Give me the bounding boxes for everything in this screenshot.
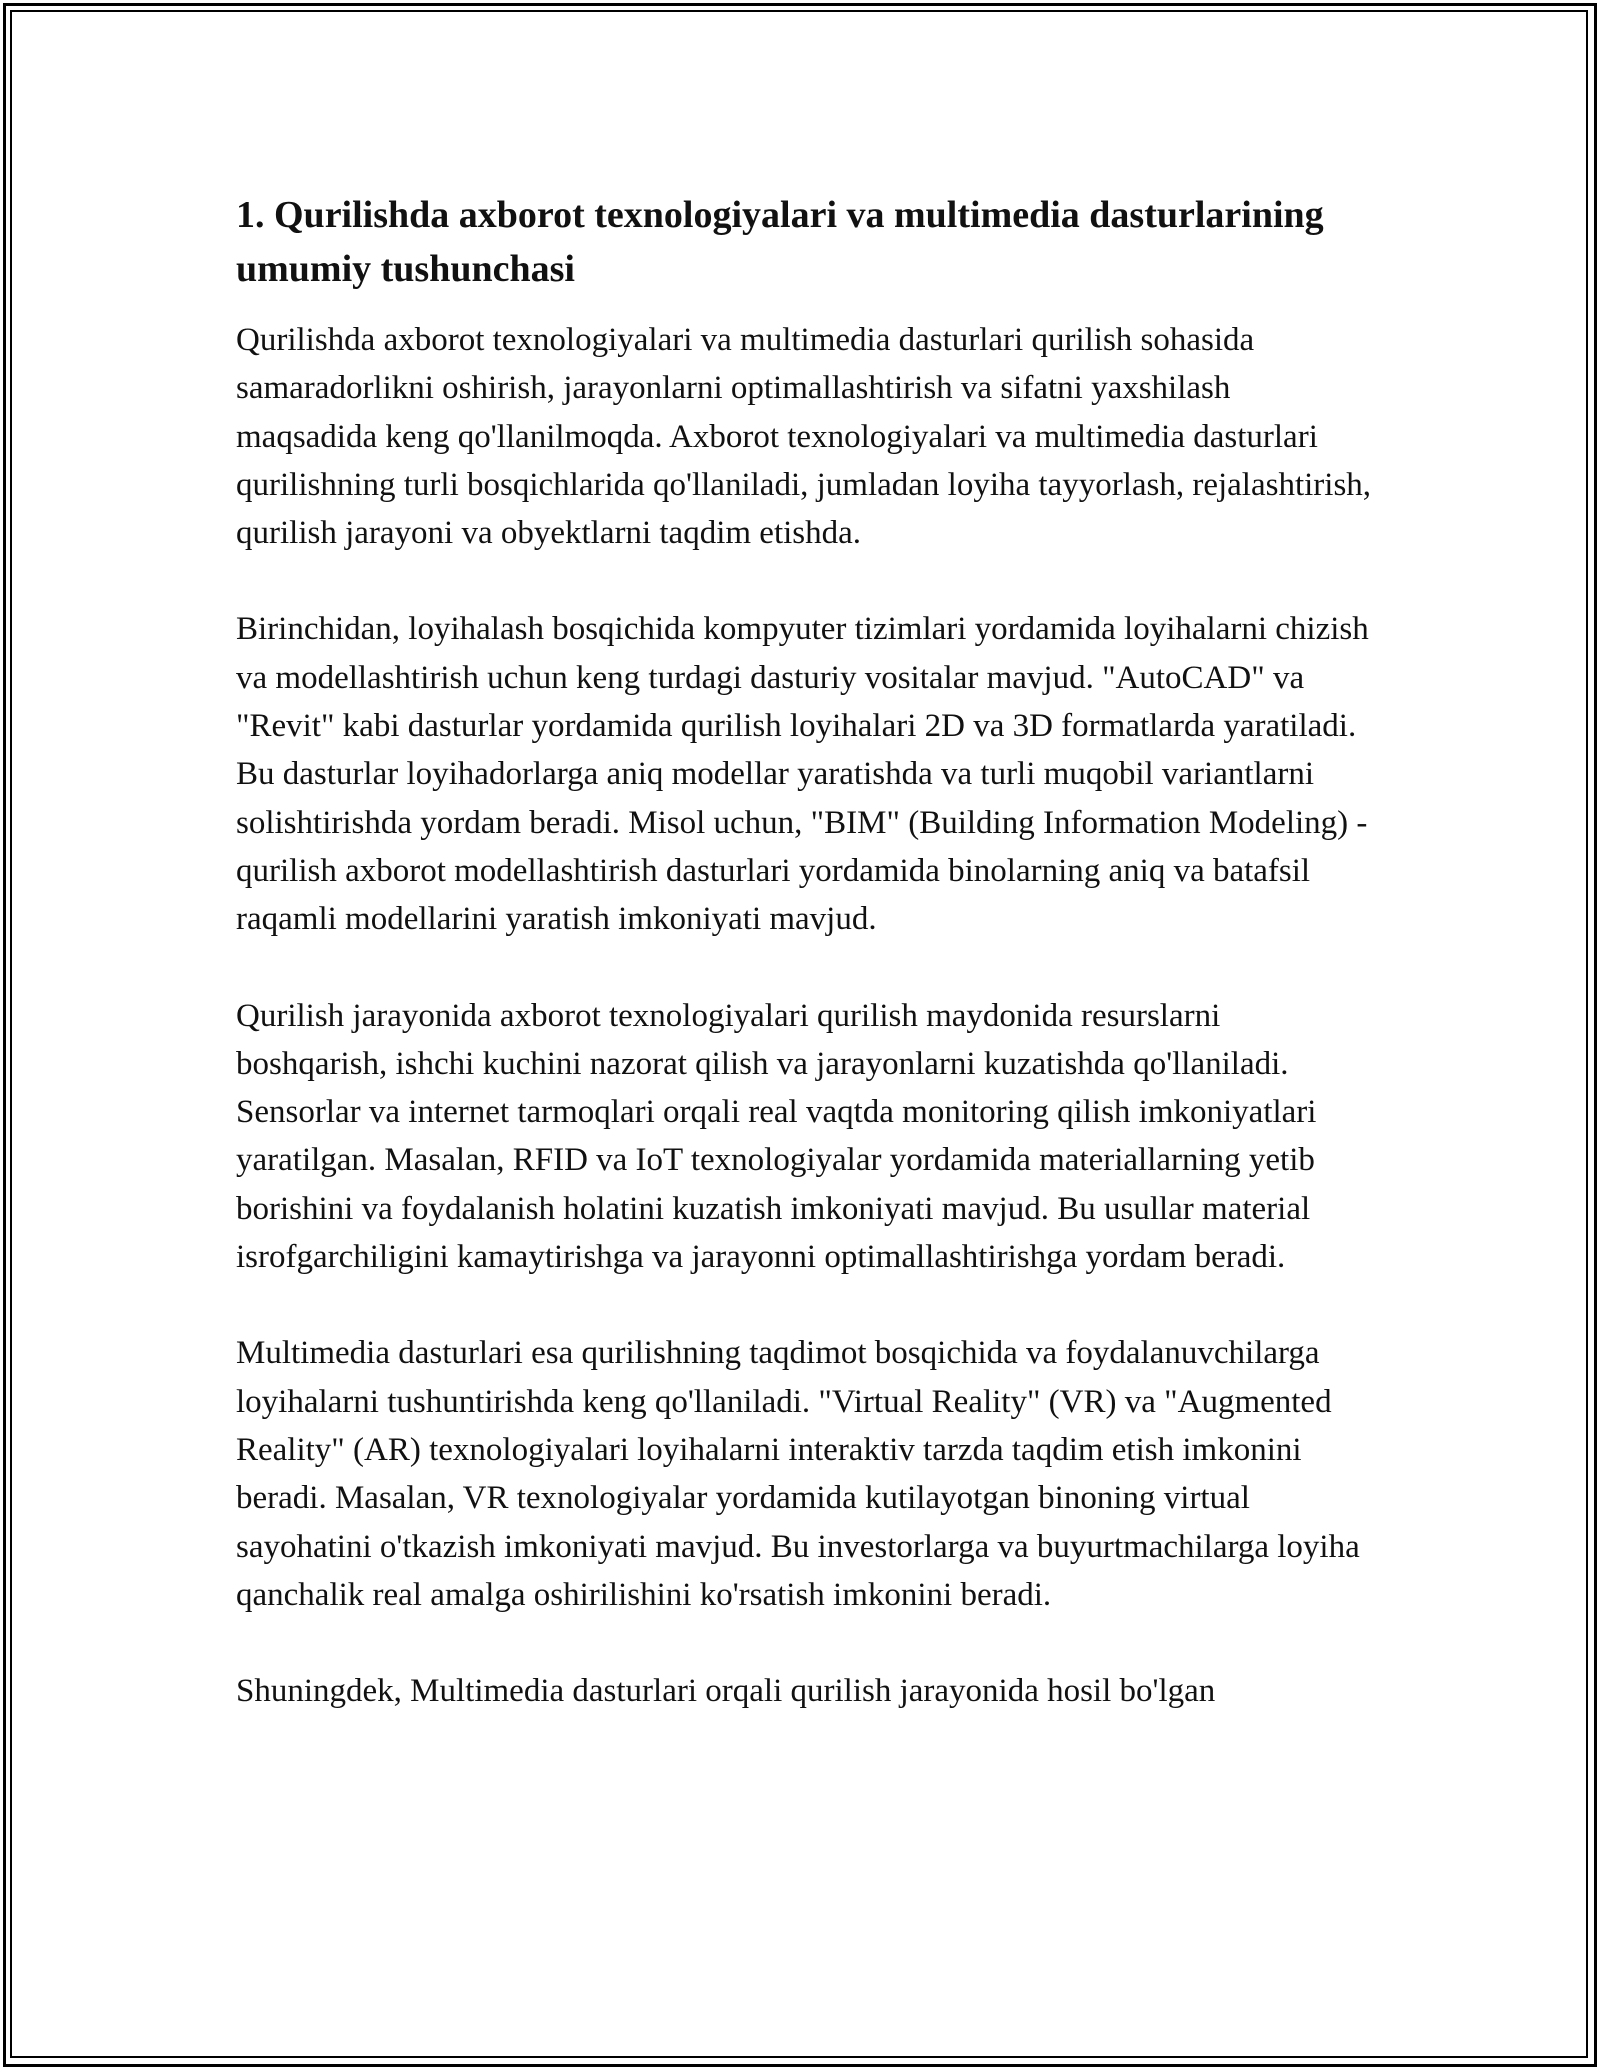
section-heading: 1. Qurilishda axborot texnologiyalari va multimedia dasturlarining umumiy tushunchasi (236, 194, 1324, 290)
paragraph-construction-process: Qurilish jarayonida axborot texnologiyalari qurilish maydonida resurslarni boshqarish, ishchi kuchini nazorat qilish va jarayonlarni kuzatishda qo'llaniladi. Sensorlar va internet tarmoqlari orqali real vaqtda monitoring qilish imkoniyatlari yaratilgan. Masalan, RFID va IoT texnologiyalar yordamida materiallarning yetib borishini va foydalanish holatini kuzatish imkoniyati mavjud. Bu usullar material isrofgarchiligini kamaytirishga va jarayonni optimallashtirishga yordam beradi. (236, 997, 1317, 1276)
paragraph-continuation: Shuningdek, Multimedia dasturlari orqali qurilish jarayonida hosil bo'lgan (236, 1673, 1216, 1710)
paragraph-multimedia-presentation: Multimedia dasturlari esa qurilishning taqdimot bosqichida va foydalanuvchilarga loyihalarni tushuntirishda keng qo'llaniladi. "Virtual Reality" (VR) va "Augmented Reality" (AR) texnologiyalari loyihalarni interaktiv tarzda taqdim etish imkonini beradi. Masalan, VR texnologiyalar yordamida kutilayotgan binoning virtual sayohatini o'tkazish imkoniyati mavjud. Bu investorlarga va buyurtmachilarga loyiha qanchalik real amalga oshirilishini ko'rsatish imkonini beradi. (236, 1335, 1360, 1613)
paragraph-design-stage: Birinchidan, loyihalash bosqichida kompyuter tizimlari yordamida loyihalarni chizish va modellashtirish uchun keng turdagi dasturiy vositalar mavjud. "AutoCAD" va "Revit" kabi dasturlar yordamida qurilish loyihalari 2D va 3D formatlarda yaratiladi. Bu dasturlar loyihadorlarga aniq modellar yaratishda va turli muqobil variantlarni solishtirishda yordam beradi. Misol uchun, "BIM" (Building Information Modeling) - qurilish axborot modellashtirish dasturlari yordamida binolarning aniq va batafsil raqamli modellarini yaratish imkoniyati mavjud. (236, 611, 1369, 938)
paragraph-intro: Qurilishda axborot texnologiyalari va multimedia dasturlari qurilish sohasida samaradorlikni oshirish, jarayonlarni optimallashtirish va sifatni yaxshilash maqsadida keng qo'llanilmoqda. Axborot texnologiyalari va multimedia dasturlari qurilishning turli bosqichlarida qo'llaniladi, jumladan loyiha tayyorlash, rejalashtirish, qurilish jarayoni va obyektlarni taqdim etishda. (236, 322, 1372, 552)
document-body (236, 188, 1376, 1763)
